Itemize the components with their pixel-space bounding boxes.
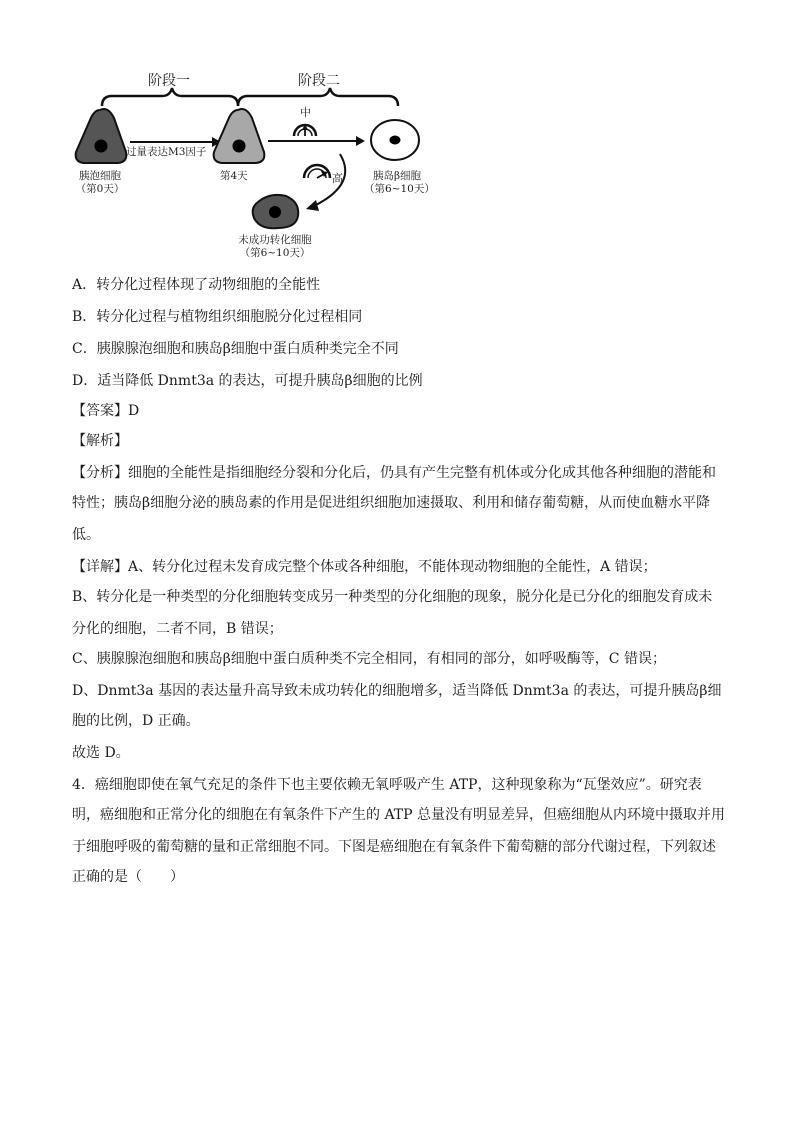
detail-line: C、胰腺腺泡细胞和胰岛β细胞中蛋白质种类不完全相同，有相同的部分，如呼吸酶等，C 错误；: [72, 651, 666, 667]
high-label: 高: [332, 172, 343, 185]
option-b: B．转分化过程与植物组织细胞脱分化过程相同: [72, 309, 363, 325]
question4-line: 4．癌细胞即使在氧气充足的条件下也主要依赖无氧呼吸产生 ATP，这种现象称为“瓦堡效应”。研究表: [72, 777, 702, 793]
day4-nucleus: [233, 140, 246, 153]
option-c: C．胰腺腺泡细胞和胰岛β细胞中蛋白质种类完全不同: [72, 341, 399, 357]
acinar-nucleus: [95, 140, 108, 153]
acinar-cell-caption: [70, 170, 130, 196]
option-d: D．适当降低 Dnmt3a 的表达，可提升胰岛β细胞的比例: [72, 373, 423, 389]
stage2-brace: [238, 88, 398, 106]
failed-nucleus: [269, 206, 281, 218]
acinar-cell-name: 胰泡细胞: [79, 170, 121, 182]
stage1-brace: [102, 88, 238, 106]
option-a: A．转分化过程体现了动物细胞的全能性: [72, 277, 321, 293]
day4-caption: 第4天: [220, 170, 248, 182]
day4-cell: [214, 109, 265, 163]
detail-line: 分化的细胞，二者不同，B 错误；: [72, 621, 283, 637]
analysis-line: 低。: [72, 527, 100, 543]
analysis-line: 特性；胰岛β细胞分泌的胰岛素的作用是促进组织细胞加速摄取、利用和储存葡萄糖，从而使血糖水平降: [72, 495, 711, 511]
question4-line: 正确的是（ ）: [72, 869, 184, 885]
analysis-line: 【分析】细胞的全能性是指细胞经分裂和分化后，仍具有产生完整有机体或分化成其他各种细胞的潜能和: [72, 465, 716, 481]
failed-cell-day: （第6~10天）: [239, 247, 311, 259]
failed-cell-name: 未成功转化细胞: [238, 234, 312, 246]
stage1-label: 阶段一: [148, 73, 190, 89]
figure-drawing: [62, 66, 442, 262]
question4-line: 于细胞呼吸的葡萄糖的量和正常细胞不同。下图是癌细胞在有氧条件下葡萄糖的部分代谢过程，下列叙述: [72, 839, 716, 855]
failed-cell-caption: [230, 234, 320, 260]
detail-line: B、转分化是一种类型的分化细胞转变成另一种类型的分化细胞的现象，脱分化是已分化的细胞发育成未: [72, 589, 713, 605]
beta-cell-caption: [364, 170, 435, 196]
acinar-cell-day: （第0天）: [75, 183, 125, 195]
question4-line: 明，癌细胞和正常分化的细胞在有氧条件下产生的 ATP 总量没有明显差异，但癌细胞从内环境中摄取并用: [72, 807, 726, 823]
stage2-label: 阶段二: [298, 73, 340, 89]
detail-line: D、Dnmt3a 基因的表达量升高导致未成功转化的细胞增多，适当降低 Dnmt3a 的表达，可提升胰岛β细: [72, 683, 722, 699]
acinar-cell: [76, 109, 127, 163]
overexpress-label: 过量表达M3因子: [126, 146, 207, 158]
cell-transdifferentiation-figure: [62, 66, 442, 262]
medium-label: 中: [300, 106, 311, 119]
beta-nucleus: [390, 136, 401, 145]
beta-cell-day: （第6~10天）: [364, 183, 435, 195]
detail-line: 胞的比例，D 正确。: [72, 713, 200, 729]
detail-line: 故选 D。: [72, 745, 130, 761]
detail-line: 【详解】A、转分化过程未发育成完整个体或各种细胞，不能体现动物细胞的全能性，A 错误；: [72, 559, 657, 575]
analysis-title: 【解析】: [72, 433, 128, 449]
beta-cell-name: 胰岛β细胞: [372, 170, 422, 182]
answer: 【答案】D: [72, 403, 140, 419]
